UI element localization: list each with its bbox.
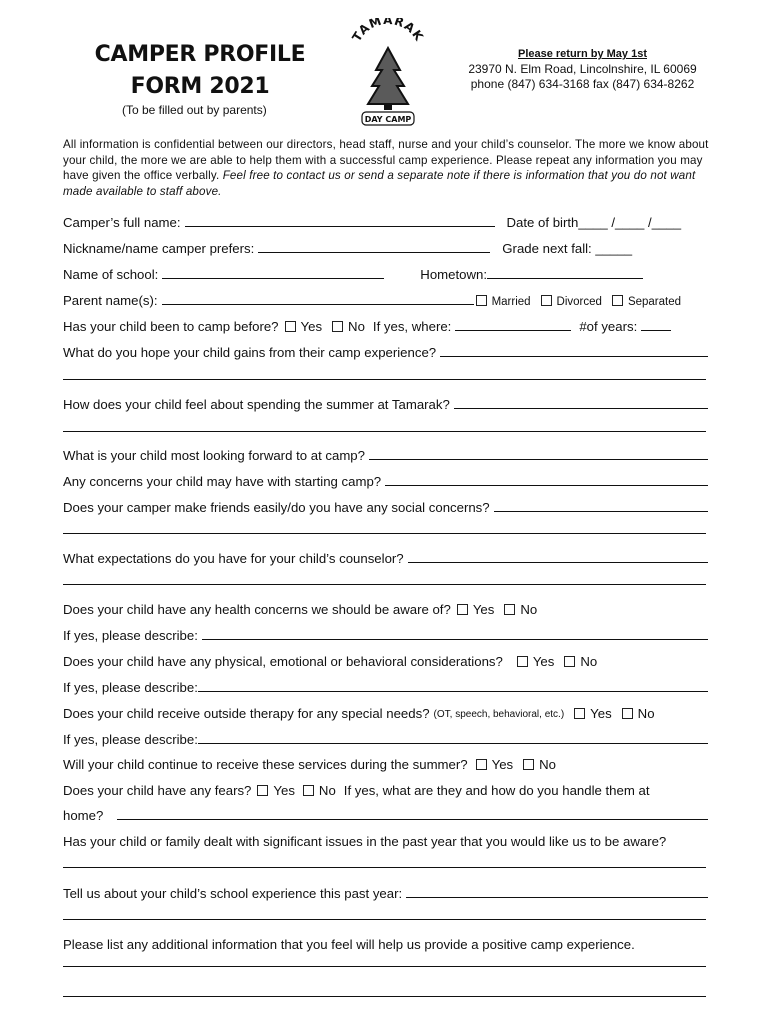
label-yes: Yes	[532, 654, 555, 669]
label-married: Married	[491, 296, 531, 308]
significant-line[interactable]	[63, 867, 706, 868]
label-hometown: Hometown:	[420, 267, 487, 282]
row-health-describe	[63, 623, 708, 643]
row-fears	[63, 778, 708, 798]
additional-line2[interactable]	[63, 996, 706, 997]
camp-phone-fax: phone (847) 634-3168 fax (847) 634-8262	[470, 77, 695, 91]
label-no: No	[520, 602, 538, 617]
school-exp-field[interactable]	[406, 897, 708, 898]
camp-address: 23970 N. Elm Road, Lincolnshire, IL 60069	[468, 62, 697, 76]
label-yes: Yes	[491, 757, 514, 772]
row-friends	[63, 495, 708, 515]
therapy-yes-checkbox[interactable]	[574, 708, 585, 719]
label-fears: Does your child have any fears?	[63, 783, 252, 798]
looking-forward-field[interactable]	[369, 459, 708, 460]
row-physical-describe	[63, 675, 708, 695]
school-field[interactable]	[162, 278, 384, 279]
full-name-field[interactable]	[185, 226, 495, 227]
concerns-field[interactable]	[385, 485, 708, 486]
label-feel-summer: How does your child feel about spending the summer at Tamarak?	[63, 397, 450, 412]
physical-describe-field[interactable]	[198, 691, 708, 692]
label-separated: Separated	[627, 296, 682, 308]
label-parents: Parent name(s):	[63, 293, 158, 308]
label-yes: Yes	[273, 783, 295, 798]
fears-field[interactable]	[117, 819, 708, 820]
label-significant: Has your child or family dealt with significant issues in the past year that you would like us to be aware?	[63, 834, 667, 849]
label-concerns: Any concerns your child may have with starting camp?	[63, 474, 382, 489]
row-expectations	[63, 546, 708, 566]
row-hope-gains	[63, 340, 708, 360]
label-yes: Yes	[300, 319, 323, 334]
grade-field[interactable]: Grade next fall: _____	[502, 241, 633, 256]
continue-yes-checkbox[interactable]	[476, 759, 487, 770]
feel-summer-line2[interactable]	[63, 431, 706, 432]
label-health: Does your child have any health concerns we should be aware of?	[63, 602, 451, 617]
health-yes-checkbox[interactable]	[457, 604, 468, 615]
feel-summer-field[interactable]	[454, 408, 708, 409]
hope-gains-line2[interactable]	[63, 379, 706, 380]
row-feel-summer	[63, 392, 708, 412]
label-describe: If yes, please describe:	[63, 732, 198, 747]
label-no: No	[539, 757, 556, 772]
label-home: home?	[63, 808, 104, 823]
row-full-name	[63, 210, 708, 230]
nickname-field[interactable]	[258, 252, 490, 253]
health-no-checkbox[interactable]	[504, 604, 515, 615]
separated-checkbox[interactable]	[612, 295, 623, 306]
form-title-line1: CAMPER PROFILE	[94, 42, 306, 67]
row-continue	[63, 752, 708, 772]
friends-line2[interactable]	[63, 533, 706, 534]
svg-text:TAMARAK	[349, 18, 426, 44]
row-parents	[63, 288, 708, 308]
row-camp-before	[63, 314, 708, 334]
row-therapy	[63, 701, 708, 721]
label-no: No	[637, 706, 655, 721]
row-physical	[63, 649, 708, 669]
expectations-line2[interactable]	[63, 584, 706, 585]
health-describe-field[interactable]	[202, 639, 708, 640]
therapy-describe-field[interactable]	[198, 743, 708, 744]
label-no: No	[318, 783, 336, 798]
continue-no-checkbox[interactable]	[523, 759, 534, 770]
label-school-exp: Tell us about your child’s school experience this past year:	[63, 886, 403, 901]
label-describe: If yes, please describe:	[63, 628, 198, 643]
label-therapy: Does your child receive outside therapy for any special needs?	[63, 706, 430, 721]
camp-before-no-checkbox[interactable]	[332, 321, 343, 332]
intro-italic-text: Feel free to contact us or send a separate note if there is information that you do not want made available to staff above.	[63, 169, 696, 198]
intro-paragraph	[63, 137, 713, 199]
tamarak-logo	[348, 18, 428, 130]
label-full-name: Camper’s full name:	[63, 215, 181, 230]
row-nickname	[63, 236, 708, 256]
label-fears-how: If yes, what are they and how do you handle them at	[343, 783, 650, 798]
label-nickname: Nickname/name camper prefers:	[63, 241, 255, 256]
camp-before-yes-checkbox[interactable]	[285, 321, 296, 332]
form-subtitle: (To be filled out by parents)	[122, 103, 267, 117]
school-exp-line2[interactable]	[63, 919, 706, 920]
row-concerns	[63, 469, 708, 489]
therapy-no-checkbox[interactable]	[622, 708, 633, 719]
parents-field[interactable]	[162, 304, 474, 305]
label-no: No	[348, 319, 365, 334]
row-school	[63, 262, 708, 282]
label-physical: Does your child have any physical, emotional or behavioral considerations?	[63, 654, 503, 669]
logo-bottom-text: DAY CAMP	[364, 115, 412, 124]
return-note: Please return by May 1st	[517, 48, 647, 60]
label-expectations: What expectations do you have for your child’s counselor?	[63, 551, 404, 566]
hope-gains-field[interactable]	[440, 356, 708, 357]
form-title-line2: FORM 2021	[130, 74, 270, 99]
row-looking-forward	[63, 443, 708, 463]
label-if-yes-where: If yes, where:	[372, 319, 452, 334]
expectations-field[interactable]	[408, 562, 708, 563]
row-health	[63, 597, 708, 617]
label-continue: Will your child continue to receive these services during the summer?	[63, 757, 468, 772]
row-significant	[63, 829, 708, 849]
label-camp-before: Has your child been to camp before?	[63, 319, 279, 334]
hometown-field[interactable]	[487, 278, 643, 279]
label-friends: Does your camper make friends easily/do you have any social concerns?	[63, 500, 490, 515]
row-therapy-describe	[63, 727, 708, 747]
logo-top-text: TAMARAK	[349, 18, 427, 45]
label-num-years: #of years:	[579, 319, 638, 334]
camp-where-field[interactable]	[455, 330, 571, 331]
label-describe: If yes, please describe:	[63, 680, 198, 695]
label-additional: Please list any additional information that you feel will help us provide a positive camp experience.	[63, 937, 635, 952]
label-looking-forward: What is your child most looking forward to at camp?	[63, 448, 365, 463]
therapy-note: (OT, speech, behavioral, etc.)	[433, 709, 565, 720]
divorced-checkbox[interactable]	[541, 295, 552, 306]
label-yes: Yes	[472, 602, 495, 617]
physical-no-checkbox[interactable]	[564, 656, 575, 667]
friends-field[interactable]	[494, 511, 708, 512]
label-no: No	[580, 654, 598, 669]
num-years-field[interactable]	[641, 330, 671, 331]
married-checkbox[interactable]	[476, 295, 487, 306]
intro-text: All information is confidential between our directors, head staff, nurse and your child’s counselor. The more we know about your child, the more we are able to help them with a successful camp experience. Please repeat any information you may have given the office verbally.	[63, 138, 709, 182]
dob-field[interactable]: Date of birth____ /____ /____	[506, 215, 682, 230]
label-hope-gains: What do you hope your child gains from their camp experience?	[63, 345, 437, 360]
additional-line1[interactable]	[63, 966, 706, 967]
fears-yes-checkbox[interactable]	[257, 785, 268, 796]
physical-yes-checkbox[interactable]	[517, 656, 528, 667]
row-home	[63, 803, 708, 823]
label-yes: Yes	[590, 706, 612, 721]
label-divorced: Divorced	[556, 296, 602, 308]
row-school-exp	[63, 881, 708, 901]
fears-no-checkbox[interactable]	[303, 785, 314, 796]
label-school: Name of school:	[63, 267, 159, 282]
row-additional	[63, 932, 708, 952]
